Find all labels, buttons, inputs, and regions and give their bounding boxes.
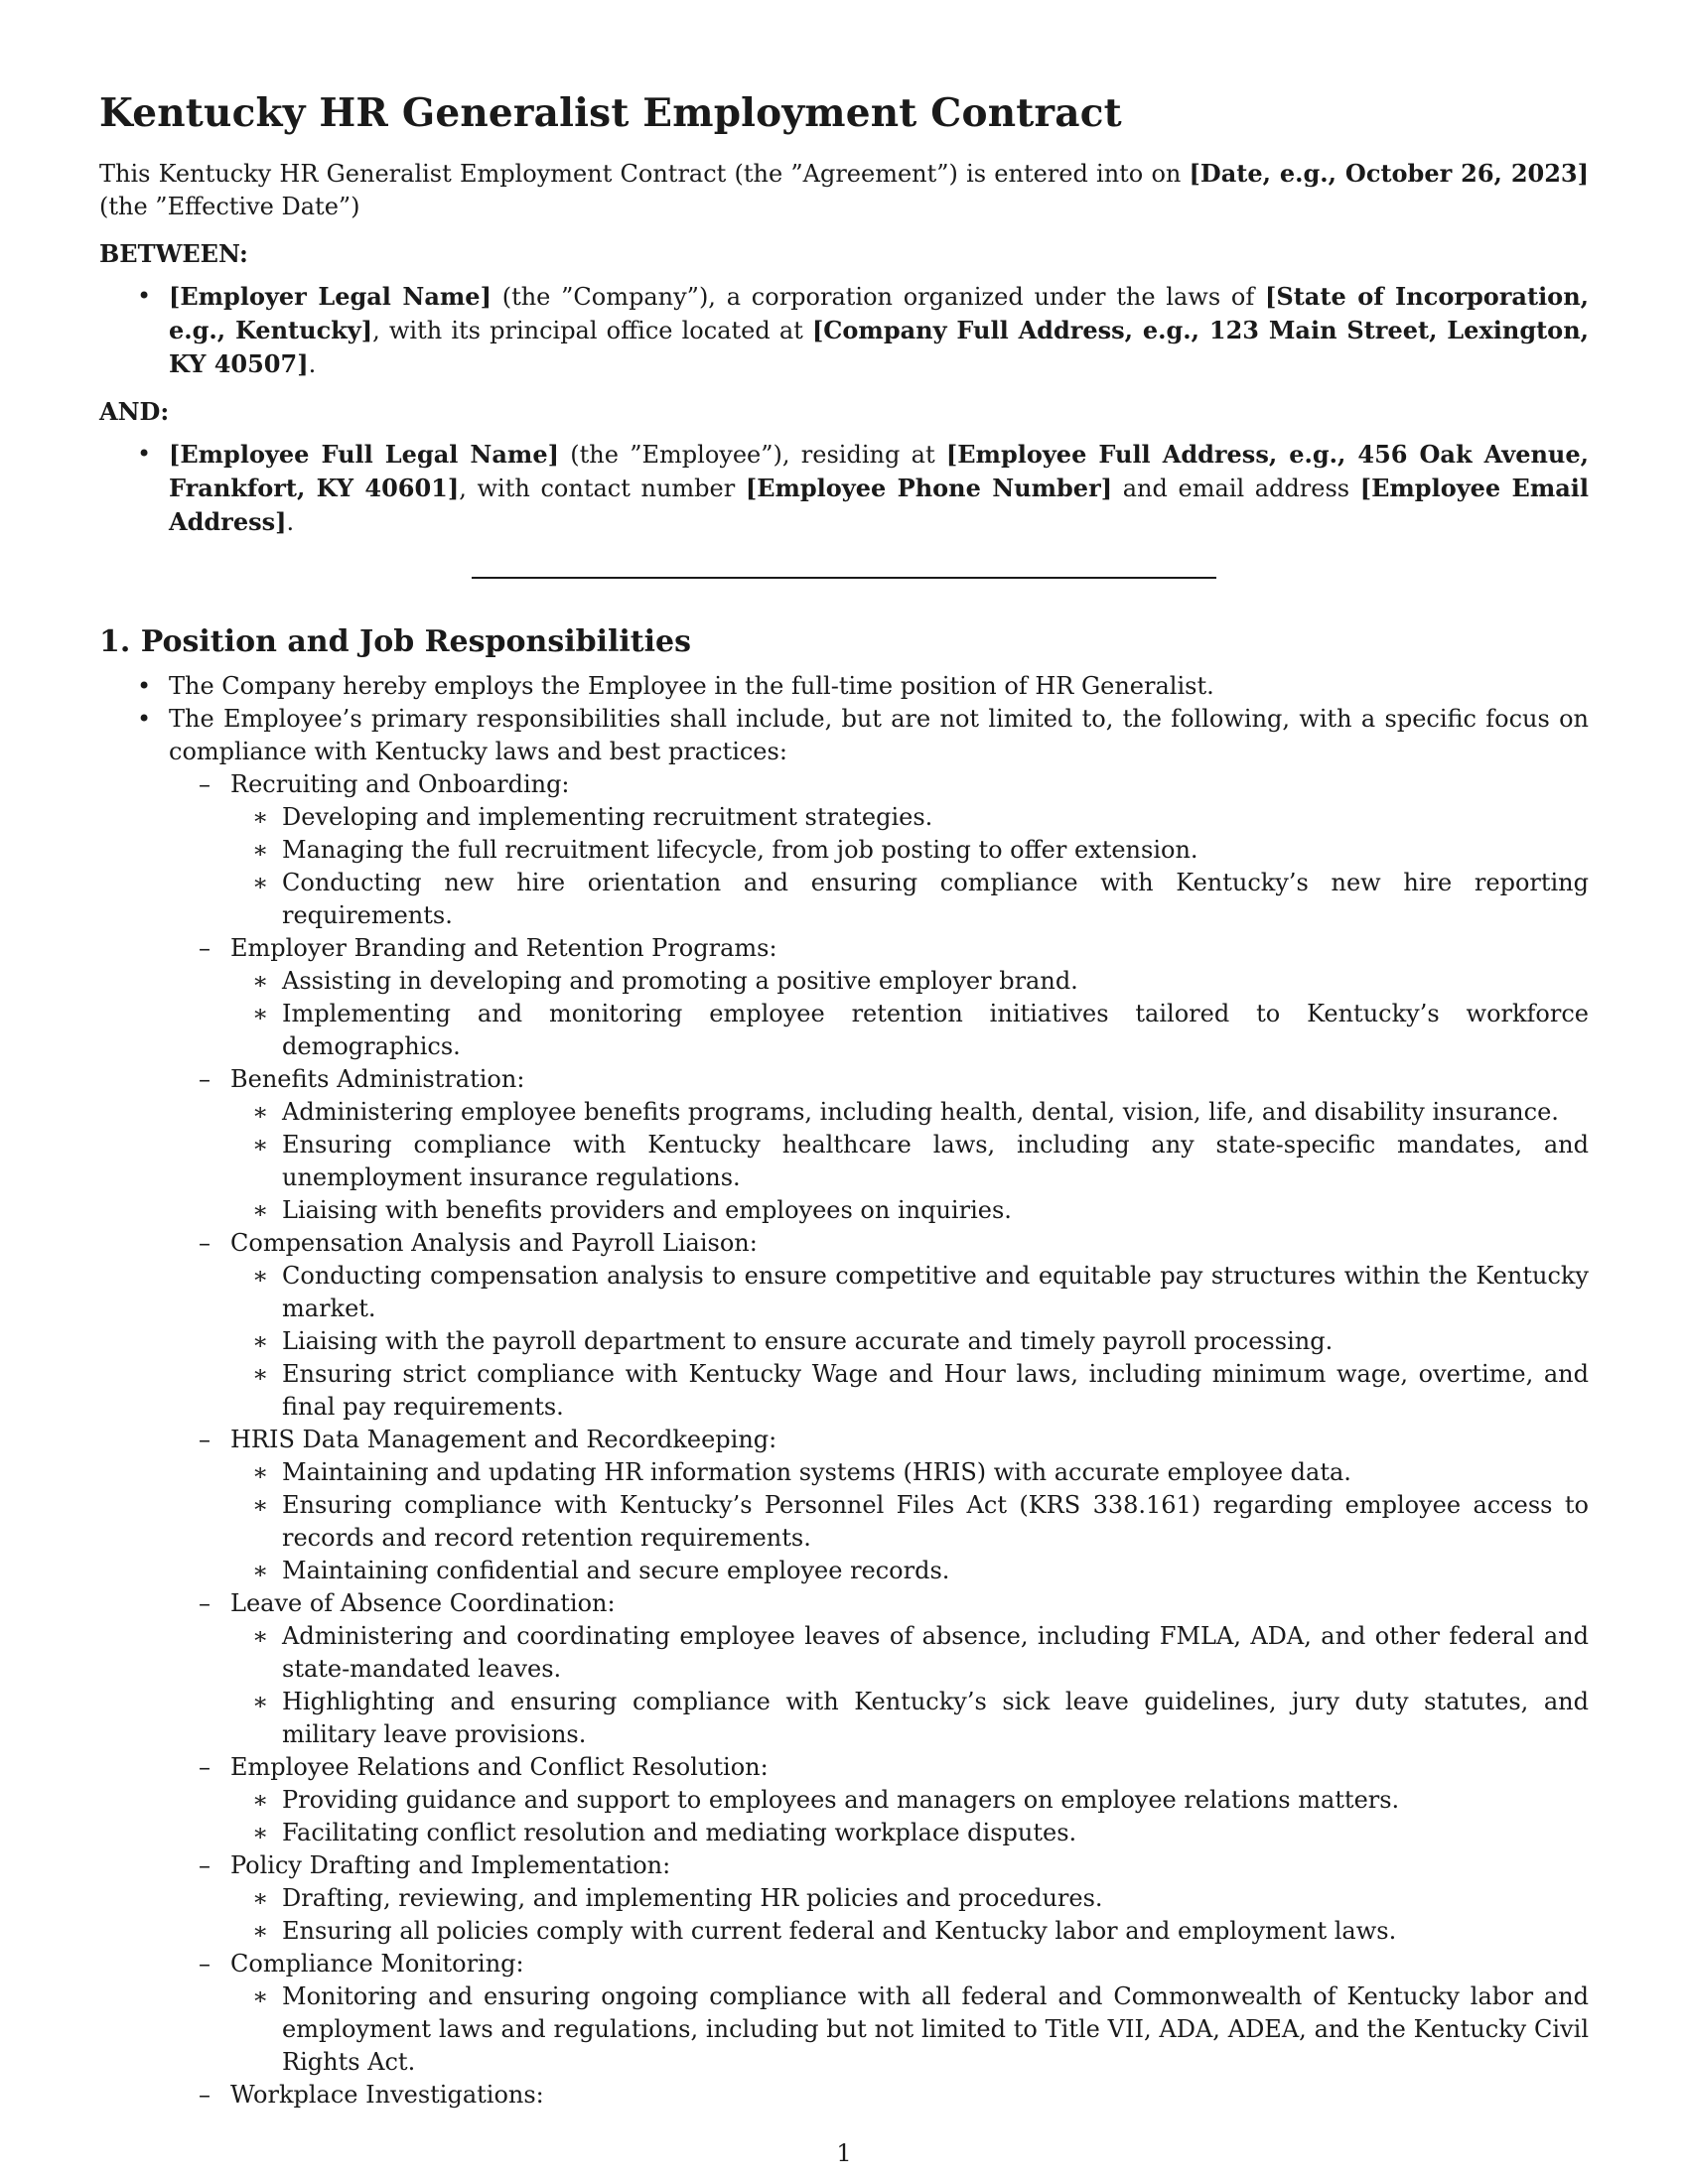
group-investigations — [169, 2079, 1589, 2112]
list-item: ∗ Ensuring compliance with Kentucky’s Personnel Files Act (KRS 338.161) regarding employee access to records and record retention requirements. — [230, 1489, 1589, 1555]
effective-date-placeholder: [Date, e.g., October 26, 2023] — [1189, 159, 1589, 188]
section-1-item-2-text: • The Employee’s primary responsibilities shall include, but are not limited to, the following, with a specific focus on compliance with Kentucky laws and best practices: — [169, 705, 1589, 765]
group-compensation — [169, 1227, 1589, 1424]
group-items — [230, 1620, 1589, 1751]
company-address-placeholder: [Company Full Address, e.g., 123 Main Street, Lexington, KY 40507] — [169, 316, 1589, 378]
and-label: AND: — [99, 397, 170, 426]
intro-text-before: This Kentucky HR Generalist Employment Contract (the ”Agreement”) is entered into on — [99, 160, 1190, 188]
document-title: Kentucky HR Generalist Employment Contract — [99, 90, 1122, 136]
group-heading: Policy Drafting and Implementation: — [230, 1851, 671, 1879]
section-1-title: 1. Position and Job Responsibilities — [99, 624, 692, 659]
list-item: ∗ Liaising with the payroll department to ensure accurate and timely payroll processing. — [230, 1325, 1589, 1358]
list-item: ∗ Assisting in developing and promoting a positive employer brand. — [230, 965, 1589, 998]
list-item: ∗ Drafting, reviewing, and implementing HR policies and procedures. — [230, 1882, 1589, 1915]
group-benefits — [169, 1063, 1589, 1227]
group-heading: Recruiting and Onboarding: — [230, 770, 570, 798]
list-item: ∗ Maintaining confidential and secure employee records. — [230, 1555, 1589, 1587]
employee-text-3: and email address — [1112, 475, 1360, 502]
group-employee-relations — [169, 1751, 1589, 1849]
list-item: ∗ Administering employee benefits programs, including health, dental, vision, life, and disability insurance. — [230, 1096, 1589, 1129]
employer-party-list — [99, 280, 1589, 381]
between-label: BETWEEN: — [99, 239, 248, 268]
group-policy — [169, 1849, 1589, 1948]
employer-text-1: (the ”Company”), a corporation organized under the laws of — [491, 283, 1266, 311]
employee-text-2: , with contact number — [459, 475, 746, 502]
list-item: ∗ Ensuring strict compliance with Kentucky Wage and Hour laws, including minimum wage, overtime, and final pay requirements. — [230, 1358, 1589, 1424]
employee-text-1: (the ”Employee”), residing at — [558, 441, 946, 469]
group-items — [230, 1784, 1589, 1849]
group-heading: Employer Branding and Retention Programs: — [230, 934, 777, 962]
intro-paragraph — [99, 157, 1589, 223]
page-number: 1 — [836, 2139, 852, 2167]
section-1-item-1 — [99, 670, 1589, 703]
group-items — [230, 1456, 1589, 1587]
list-item: ∗ Liaising with benefits providers and employees on inquiries. — [230, 1194, 1589, 1227]
list-item: ∗ Administering and coordinating employee leaves of absence, including FMLA, ADA, and other federal and state-mandated leaves. — [230, 1620, 1589, 1686]
employee-party-item — [99, 438, 1589, 539]
state-of-incorporation-placeholder: [State of Incorporation, e.g., Kentucky] — [169, 282, 1589, 344]
section-1-item-2 — [99, 703, 1589, 2112]
group-heading: Leave of Absence Coordination: — [230, 1589, 616, 1617]
employee-name-placeholder: [Employee Full Legal Name] — [169, 440, 559, 469]
group-hris — [169, 1424, 1589, 1587]
list-item: ∗ Providing guidance and support to employees and managers on employee relations matters. — [230, 1784, 1589, 1817]
group-items — [230, 801, 1589, 932]
group-heading: Workplace Investigations: — [230, 2081, 544, 2109]
employee-party-list — [99, 438, 1589, 539]
list-item: ∗ Maintaining and updating HR information systems (HRIS) with accurate employee data. — [230, 1456, 1589, 1489]
list-item: ∗ Conducting compensation analysis to ensure competitive and equitable pay structures within the Kentucky market. — [230, 1260, 1589, 1325]
group-compliance — [169, 1948, 1589, 2079]
group-heading: Benefits Administration: — [230, 1065, 525, 1093]
list-item: ∗ Highlighting and ensuring compliance with Kentucky’s sick leave guidelines, jury duty statutes, and military leave provisions. — [230, 1686, 1589, 1751]
group-items — [230, 1882, 1589, 1948]
employee-email-placeholder: [Employee Email Address] — [169, 474, 1590, 536]
group-items — [230, 965, 1589, 1063]
list-item: ∗ Implementing and monitoring employee retention initiatives tailored to Kentucky’s workforce demographics. — [230, 998, 1589, 1063]
group-items — [230, 1980, 1589, 2079]
group-heading: HRIS Data Management and Recordkeeping: — [230, 1426, 777, 1453]
group-items — [230, 1096, 1589, 1227]
employer-name-placeholder: [Employer Legal Name] — [169, 282, 492, 311]
group-recruiting — [169, 768, 1589, 932]
list-item: ∗ Managing the full recruitment lifecycle, from job posting to offer extension. — [230, 834, 1589, 867]
group-heading: Compensation Analysis and Payroll Liaison: — [230, 1229, 758, 1257]
section-1-item-1-text: • The Company hereby employs the Employee in the full-time position of HR Generalist. — [169, 672, 1214, 700]
responsibility-groups — [169, 768, 1589, 2112]
list-item: ∗ Facilitating conflict resolution and mediating workplace disputes. — [230, 1817, 1589, 1849]
employer-party-item — [99, 280, 1589, 381]
group-leave — [169, 1587, 1589, 1751]
list-item: ∗ Ensuring all policies comply with current federal and Kentucky labor and employment laws. — [230, 1915, 1589, 1948]
employee-text-4: . — [286, 508, 295, 536]
section-1-list — [99, 670, 1589, 2112]
intro-text-after: (the ”Effective Date”) — [99, 193, 360, 220]
list-item: ∗ Conducting new hire orientation and ensuring compliance with Kentucky’s new hire reporting requirements. — [230, 867, 1589, 932]
group-employer-branding — [169, 932, 1589, 1063]
horizontal-divider — [472, 577, 1216, 579]
list-item: ∗ Ensuring compliance with Kentucky healthcare laws, including any state-specific mandates, and unemployment insurance regulations. — [230, 1129, 1589, 1194]
list-item: ∗ Monitoring and ensuring ongoing compliance with all federal and Commonwealth of Kentucky labor and employment laws and regulations, including but not limited to Title VII, ADA, ADEA, and the Kentucky Civil Rights Act. — [230, 1980, 1589, 2079]
employee-phone-placeholder: [Employee Phone Number] — [745, 474, 1113, 502]
employee-address-placeholder: [Employee Full Address, e.g., 456 Oak Avenue, Frankfort, KY 40601] — [169, 440, 1590, 502]
employer-text-3: . — [308, 350, 317, 378]
group-heading: Compliance Monitoring: — [230, 1950, 524, 1978]
group-heading: Employee Relations and Conflict Resolution: — [230, 1753, 769, 1781]
group-items — [230, 1260, 1589, 1424]
list-item: ∗ Developing and implementing recruitment strategies. — [230, 801, 1589, 834]
employer-text-2: , with its principal office located at — [372, 317, 812, 344]
